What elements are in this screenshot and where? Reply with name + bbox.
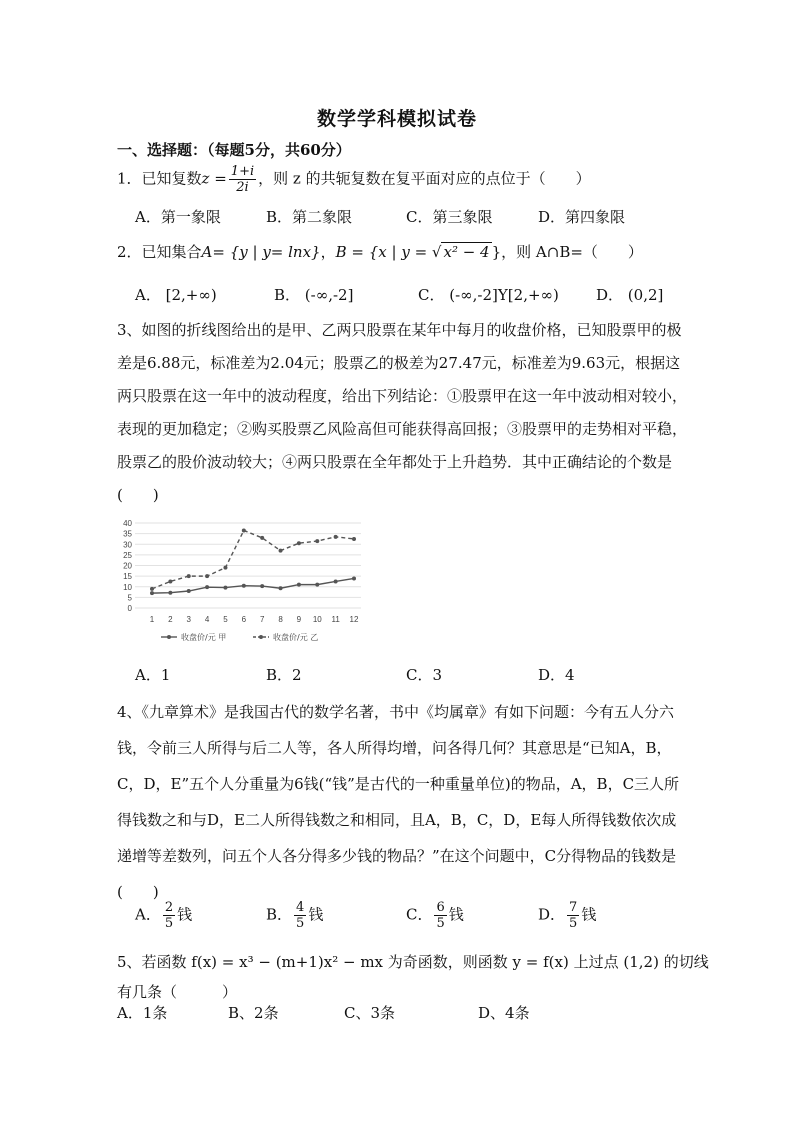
q5-option-a[interactable]: A．1条 bbox=[117, 1004, 168, 1022]
q1-option-c[interactable]: C．第三象限 bbox=[406, 208, 493, 226]
data-point bbox=[334, 535, 338, 539]
data-point bbox=[168, 591, 172, 595]
x-tick-label: 2 bbox=[168, 615, 173, 624]
q1-option-b[interactable]: B．第二象限 bbox=[266, 208, 353, 226]
q2-option-b[interactable]: B． (-∞,-2] bbox=[274, 286, 354, 304]
x-tick-label: 7 bbox=[259, 615, 265, 624]
q3-option-b[interactable]: B．2 bbox=[266, 666, 302, 684]
data-point bbox=[279, 586, 283, 590]
q1-fraction: $\frac{1+i}{2i}$ bbox=[230, 164, 255, 195]
section-heading: 一、选择题：（每题5分，共60分） bbox=[117, 141, 351, 159]
legend-marker bbox=[167, 635, 171, 639]
y-tick-label: 0 bbox=[127, 604, 132, 613]
q1-option-a[interactable]: A．第一象限 bbox=[135, 208, 221, 226]
y-tick-label: 25 bbox=[123, 550, 132, 560]
x-tick-label: 1 bbox=[149, 615, 155, 624]
q5-option-c[interactable]: C、3条 bbox=[344, 1004, 396, 1022]
data-point bbox=[205, 585, 209, 589]
y-tick-label: 20 bbox=[123, 561, 132, 571]
q3-option-d[interactable]: D．4 bbox=[538, 666, 575, 684]
series-line-0 bbox=[152, 578, 354, 593]
data-point bbox=[260, 584, 264, 588]
data-point bbox=[150, 587, 154, 591]
x-tick-label: 11 bbox=[331, 615, 340, 624]
data-point bbox=[187, 589, 191, 593]
chart-svg bbox=[113, 513, 369, 650]
y-tick-label: 15 bbox=[123, 572, 132, 582]
data-point bbox=[205, 574, 209, 578]
q2-option-c[interactable]: C． (-∞,-2]Y[2,+∞) bbox=[418, 286, 559, 304]
q4-option-c[interactable]: C． $\frac{6}{5}$ 钱 bbox=[406, 900, 464, 931]
q4-option-b[interactable]: B． $\frac{4}{5}$ 钱 bbox=[266, 900, 324, 931]
x-tick-label: 12 bbox=[349, 615, 359, 624]
q4-option-a[interactable]: A． $\frac{2}{5}$ 钱 bbox=[135, 900, 193, 931]
x-tick-label: 3 bbox=[186, 615, 191, 624]
data-point bbox=[187, 574, 191, 578]
data-point bbox=[223, 566, 227, 570]
legend-marker bbox=[259, 635, 263, 639]
q5-stem-line2: 有几条（ ） bbox=[117, 983, 238, 1001]
y-tick-label: 10 bbox=[123, 582, 132, 592]
y-tick-label: 30 bbox=[123, 540, 132, 550]
q4-stem: 4、《九章算术》是我国古代的数学名著，书中《均属章》有如下问题：今有五人分六钱，令前三人所得与后二人等，各人所得均增，问各得几何？其意思是“已知A，B，C，D，E”五个人分重量为6钱(“钱”是古代的一种重量单位)的物品，A，B，C三人所得钱数之和与D，E二人所得钱数之和相同，且A，B，C，D，E每人所得钱数依次成递增等差数列，问五个人各分得多少钱的物品？”在这个问题中，C分得物品的钱数是( ) bbox=[117, 703, 680, 901]
series-line-1 bbox=[152, 530, 354, 588]
q5-stem-line1: 5、若函数 f(x) = x³ − (m+1)x² − mx 为奇函数，则函数 y = f(x) 上过点 (1,2) 的切线 bbox=[117, 953, 709, 971]
x-tick-label: 6 bbox=[241, 615, 247, 624]
stock-line-chart bbox=[113, 513, 369, 650]
q4-option-d[interactable]: D． $\frac{7}{5}$ 钱 bbox=[538, 900, 597, 931]
data-point bbox=[242, 584, 246, 588]
data-point bbox=[279, 549, 283, 553]
q1-stem: 1．已知复数z = $\frac{1+i}{2i}$ ，则 z 的共轭复数在复平面对应的点位于（ ） bbox=[117, 164, 591, 195]
x-tick-label: 4 bbox=[204, 615, 210, 624]
q2-stem: 2．已知集合A= {y | y= lnx}，B = {x | y = √ x² − 4 }，则 A∩B=（ ） bbox=[117, 243, 643, 261]
data-point bbox=[315, 583, 319, 587]
y-tick-label: 40 bbox=[123, 519, 132, 528]
x-tick-label: 5 bbox=[223, 615, 228, 624]
data-point bbox=[352, 537, 356, 541]
y-tick-label: 5 bbox=[127, 593, 132, 603]
data-point bbox=[260, 536, 264, 540]
q3-stem: 3、如图的折线图给出的是甲、乙两只股票在某年中每月的收盘价格，已知股票甲的极差是6.88元，标准差为2.04元；股票乙的极差为27.47元，标准差为9.63元，根据这两只股票在这一年中的波动程度，给出下列结论：①股票甲在这一年中波动相对较小，表现的更加稳定；②购买股票乙风险高但可能获得高回报；③股票甲的走势相对平稳，股票乙的股价波动较大；④两只股票在全年都处于上升趋势．其中正确结论的个数是( ) bbox=[117, 321, 688, 504]
legend-label: 收盘价/元 甲 bbox=[181, 633, 227, 642]
data-point bbox=[352, 576, 356, 580]
data-point bbox=[315, 539, 319, 543]
q2-option-d[interactable]: D． (0,2] bbox=[596, 286, 664, 304]
legend-label: 收盘价/元 乙 bbox=[273, 633, 319, 642]
x-tick-label: 9 bbox=[296, 615, 302, 624]
data-point bbox=[150, 591, 154, 595]
page-title: 数学学科模拟试卷 bbox=[316, 108, 477, 130]
data-point bbox=[297, 541, 301, 545]
data-point bbox=[168, 579, 172, 583]
x-tick-label: 10 bbox=[312, 615, 322, 624]
q1-option-d[interactable]: D．第四象限 bbox=[538, 208, 626, 226]
data-point bbox=[242, 528, 246, 532]
y-tick-label: 35 bbox=[123, 529, 132, 539]
q2-option-a[interactable]: A． [2,+∞) bbox=[135, 286, 217, 304]
x-tick-label: 8 bbox=[278, 615, 283, 624]
q5-option-d[interactable]: D、4条 bbox=[478, 1004, 530, 1022]
data-point bbox=[297, 583, 301, 587]
q5-option-b[interactable]: B、2条 bbox=[228, 1004, 279, 1022]
q3-option-a[interactable]: A．1 bbox=[135, 666, 171, 684]
data-point bbox=[223, 586, 227, 590]
data-point bbox=[334, 579, 338, 583]
q3-option-c[interactable]: C．3 bbox=[406, 666, 443, 684]
